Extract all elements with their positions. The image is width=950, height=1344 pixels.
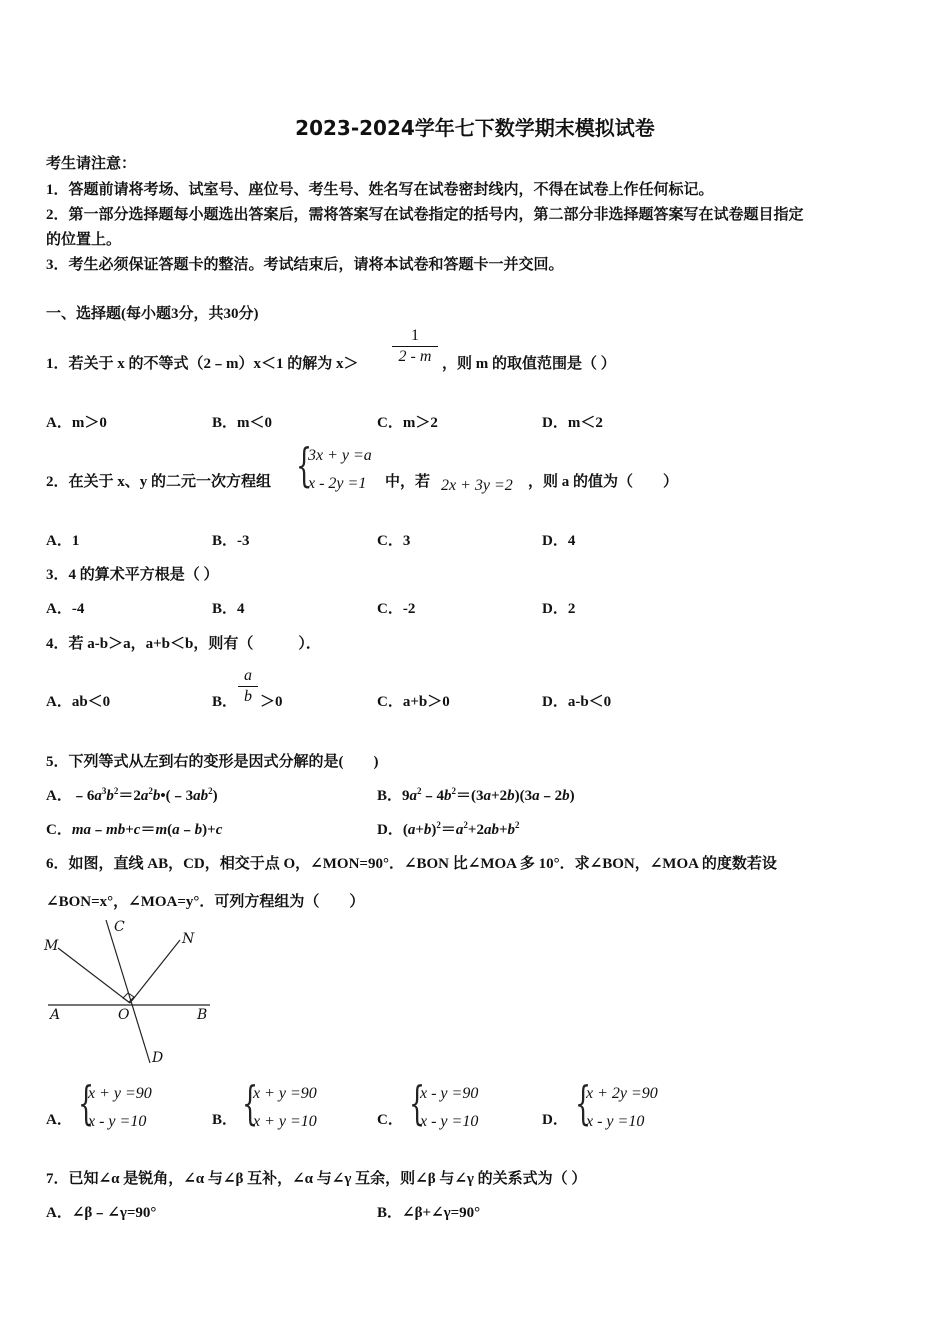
q3-option-d: D．2 xyxy=(542,601,576,617)
q6-option-a-brace: { xyxy=(78,1076,95,1130)
q6-option-d-line2: x - y =10 xyxy=(586,1113,645,1130)
q2-brace: { xyxy=(296,438,313,492)
notice-item-2-cont: 的位置上。 xyxy=(46,232,122,248)
q2-condition: 2x + 3y =2 xyxy=(441,477,513,494)
section-heading: 一、选择题(每小题3分，共30分) xyxy=(46,306,259,322)
q2-sys-line1: 3x + y =a xyxy=(308,447,372,464)
q6-option-b-label: B． xyxy=(212,1112,238,1128)
q6-option-a-line2: x - y =10 xyxy=(88,1113,147,1130)
q5-option-b-label: B． xyxy=(377,788,403,804)
q4-option-b-fraction xyxy=(238,666,258,707)
q2-stem-b: 中，若 xyxy=(385,474,431,490)
q6-option-d-brace: { xyxy=(575,1076,592,1130)
q5-stem: 5．下列等式从左到右的变形是因式分解的是( ) xyxy=(46,754,379,770)
q1-option-d: D．m＜2 xyxy=(542,415,603,431)
q5-option-a-label: A． xyxy=(46,788,72,804)
q1-stem-b: ，则 m 的取值范围是（ ） xyxy=(442,356,616,372)
q5-option-b: B．$9a^2﹣4b^2=(3a+2b)(3a﹣2b)$ xyxy=(377,786,575,804)
label-b: B xyxy=(197,1007,208,1023)
q2-stem-a: 2．在关于 x、y 的二元一次方程组 xyxy=(46,474,272,490)
q1-option-b: B．m＜0 xyxy=(212,415,273,431)
q3-option-c: C．-2 xyxy=(377,601,416,617)
q6-option-a-line1: x + y =90 xyxy=(88,1085,152,1102)
q3-stem: 3．4 的算术平方根是（ ） xyxy=(46,567,219,583)
q1-option-a: A．m＞0 xyxy=(46,415,107,431)
q4-stem: 4．若 a-b＞a，a+b＜b，则有（ ）． xyxy=(46,636,321,652)
q6-option-c-label: C． xyxy=(377,1112,403,1128)
q4-option-d: D．a-b＜0 xyxy=(542,694,612,710)
q5-option-a: A．$﹣6a^3b^2=2a^2b•(﹣3ab^2)$ xyxy=(46,786,218,804)
notice-heading: 考生请注意： xyxy=(46,156,137,172)
q6-option-d-line1: x + 2y =90 xyxy=(586,1085,658,1102)
label-o: O xyxy=(118,1007,130,1023)
q2-sys-line2: x - 2y =1 xyxy=(308,475,367,492)
q1-option-c: C．m＞2 xyxy=(377,415,438,431)
q2-option-b: B．-3 xyxy=(212,533,250,549)
q6-option-c-line2: x - y =10 xyxy=(420,1113,479,1130)
label-n: N xyxy=(182,931,195,947)
q4-frac-den: b xyxy=(238,686,258,707)
ray-om xyxy=(58,948,130,1003)
q7-option-a: A．∠β﹣∠γ=90° xyxy=(46,1205,157,1221)
q2-stem-c: ，则 a 的值为（ ） xyxy=(528,474,679,490)
q3-option-a: A．-4 xyxy=(46,601,85,617)
q7-stem: 7．已知∠α 是锐角，∠α 与∠β 互补，∠α 与∠γ 互余，则∠β 与∠γ 的关系式为（ ） xyxy=(46,1171,587,1187)
q1-stem-a: 1．若关于 x 的不等式（2﹣m）x＜1 的解为 x＞ xyxy=(46,356,359,372)
q4-frac-num: a xyxy=(244,667,252,684)
notice-item-2: 2．第一部分选择题每小题选出答案后，需将答案写在试卷指定的括号内，第二部分非选择题答案写在试卷题目指定 xyxy=(46,207,804,223)
q6-option-d-label: D． xyxy=(542,1112,568,1128)
q4-option-c: C．a+b＞0 xyxy=(377,694,450,710)
q1-frac-den: 2 - m xyxy=(392,346,438,367)
label-a: A xyxy=(50,1007,61,1023)
q6-stem-line1: 6．如图，直线 AB，CD，相交于点 O，∠MON=90°．∠BON 比∠MOA 多 10°．求∠BON，∠MOA 的度数若设 xyxy=(46,856,777,872)
q6-option-c-brace: { xyxy=(409,1076,426,1130)
q3-option-b: B．4 xyxy=(212,601,245,617)
label-d: D xyxy=(152,1050,164,1066)
notice-item-3: 3．考生必须保证答题卡的整洁。考试结束后，请将本试卷和答题卡一并交回。 xyxy=(46,257,564,273)
q6-option-b-brace: { xyxy=(242,1076,259,1130)
q5-option-c-label: C． xyxy=(46,822,72,838)
q4-option-b-label: B． xyxy=(212,694,238,710)
q4-option-a: A．ab＜0 xyxy=(46,694,111,710)
q5-option-c: C．ma﹣mb+c＝m(a﹣b)+c xyxy=(46,822,223,838)
q5-option-d: D．$(a+b)^2=a^2+2ab+b^2$ xyxy=(377,820,520,838)
q7-option-b: B．∠β+∠γ=90° xyxy=(377,1205,481,1221)
q6-option-c-line1: x - y =90 xyxy=(420,1085,479,1102)
q1-frac-num: 1 xyxy=(411,327,419,344)
q5-option-d-label: D． xyxy=(377,822,403,838)
q2-option-d: D．4 xyxy=(542,533,576,549)
page-title: 2023-2024学年七下数学期末模拟试卷 xyxy=(295,116,655,140)
q6-stem-line2: ∠BON=x°，∠MOA=y°．可列方程组为（ ） xyxy=(46,894,365,910)
line-cd xyxy=(106,920,150,1063)
q6-option-a-label: A． xyxy=(46,1112,72,1128)
q2-option-a: A．1 xyxy=(46,533,80,549)
label-c: C xyxy=(114,919,125,935)
label-m: M xyxy=(44,938,59,954)
q1-fraction xyxy=(392,326,438,367)
q6-option-b-line1: x + y =90 xyxy=(253,1085,317,1102)
q4-option-b-tail: ＞0 xyxy=(260,694,283,710)
q6-figure xyxy=(40,915,220,1070)
q6-option-b-line2: x + y =10 xyxy=(253,1113,317,1130)
ray-on xyxy=(130,940,180,1003)
notice-item-1: 1．答题前请将考场、试室号、座位号、考生号、姓名写在试卷密封线内，不得在试卷上作任何标记。 xyxy=(46,182,714,198)
q2-option-c: C．3 xyxy=(377,533,411,549)
